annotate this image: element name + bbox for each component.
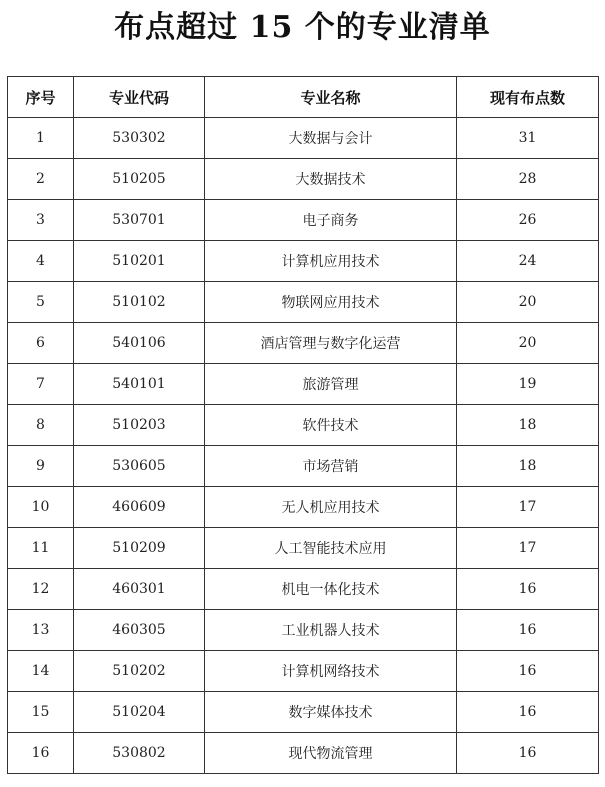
cell-index: 7: [8, 364, 74, 405]
cell-code: 460301: [74, 569, 205, 610]
cell-name: 大数据技术: [205, 159, 457, 200]
cell-name: 人工智能技术应用: [205, 528, 457, 569]
table-row: [8, 692, 599, 733]
table-row: [8, 364, 599, 405]
cell-name: 现代物流管理: [205, 733, 457, 774]
cell-count: 18: [457, 405, 599, 446]
cell-index: 8: [8, 405, 74, 446]
cell-name: 软件技术: [205, 405, 457, 446]
table-row: [8, 446, 599, 487]
cell-code: 460305: [74, 610, 205, 651]
cell-code: 510204: [74, 692, 205, 733]
table-row: [8, 651, 599, 692]
cell-code: 530605: [74, 446, 205, 487]
cell-name: 计算机应用技术: [205, 241, 457, 282]
table-row: [8, 282, 599, 323]
cell-code: 540106: [74, 323, 205, 364]
cell-index: 4: [8, 241, 74, 282]
cell-code: 510102: [74, 282, 205, 323]
cell-count: 28: [457, 159, 599, 200]
cell-code: 530302: [74, 118, 205, 159]
cell-name: 旅游管理: [205, 364, 457, 405]
cell-code: 510203: [74, 405, 205, 446]
cell-code: 530701: [74, 200, 205, 241]
table-row: [8, 200, 599, 241]
cell-count: 16: [457, 733, 599, 774]
table-row: [8, 118, 599, 159]
cell-index: 14: [8, 651, 74, 692]
cell-index: 12: [8, 569, 74, 610]
table-row: [8, 323, 599, 364]
cell-code: 460609: [74, 487, 205, 528]
table-row: [8, 733, 599, 774]
table-row: [8, 610, 599, 651]
cell-name: 电子商务: [205, 200, 457, 241]
header-index: 序号: [8, 77, 74, 118]
header-code: 专业代码: [74, 77, 205, 118]
table-row: [8, 569, 599, 610]
cell-count: 20: [457, 282, 599, 323]
cell-index: 11: [8, 528, 74, 569]
program-table: [7, 76, 599, 774]
cell-count: 19: [457, 364, 599, 405]
cell-name: 数字媒体技术: [205, 692, 457, 733]
cell-name: 工业机器人技术: [205, 610, 457, 651]
cell-name: 计算机网络技术: [205, 651, 457, 692]
cell-code: 510201: [74, 241, 205, 282]
cell-index: 13: [8, 610, 74, 651]
table-body: [8, 118, 599, 774]
cell-index: 10: [8, 487, 74, 528]
cell-index: 2: [8, 159, 74, 200]
table-row: [8, 528, 599, 569]
cell-count: 17: [457, 528, 599, 569]
cell-index: 9: [8, 446, 74, 487]
table-row: [8, 405, 599, 446]
cell-count: 16: [457, 610, 599, 651]
page-title: 布点超过 15 个的专业清单: [114, 10, 491, 45]
cell-count: 16: [457, 569, 599, 610]
header-count: 现有布点数: [457, 77, 599, 118]
cell-index: 1: [8, 118, 74, 159]
cell-code: 510202: [74, 651, 205, 692]
cell-count: 20: [457, 323, 599, 364]
cell-name: 无人机应用技术: [205, 487, 457, 528]
cell-count: 16: [457, 692, 599, 733]
cell-count: 16: [457, 651, 599, 692]
cell-code: 540101: [74, 364, 205, 405]
cell-index: 5: [8, 282, 74, 323]
table-row: [8, 159, 599, 200]
cell-code: 530802: [74, 733, 205, 774]
cell-code: 510205: [74, 159, 205, 200]
cell-name: 酒店管理与数字化运营: [205, 323, 457, 364]
table-header-row: [8, 77, 599, 118]
cell-count: 26: [457, 200, 599, 241]
cell-index: 15: [8, 692, 74, 733]
cell-name: 机电一体化技术: [205, 569, 457, 610]
cell-count: 17: [457, 487, 599, 528]
table-row: [8, 487, 599, 528]
cell-index: 3: [8, 200, 74, 241]
cell-index: 16: [8, 733, 74, 774]
table-row: [8, 241, 599, 282]
cell-count: 24: [457, 241, 599, 282]
cell-name: 市场营销: [205, 446, 457, 487]
header-name: 专业名称: [205, 77, 457, 118]
cell-name: 大数据与会计: [205, 118, 457, 159]
cell-index: 6: [8, 323, 74, 364]
cell-name: 物联网应用技术: [205, 282, 457, 323]
cell-code: 510209: [74, 528, 205, 569]
cell-count: 18: [457, 446, 599, 487]
cell-count: 31: [457, 118, 599, 159]
